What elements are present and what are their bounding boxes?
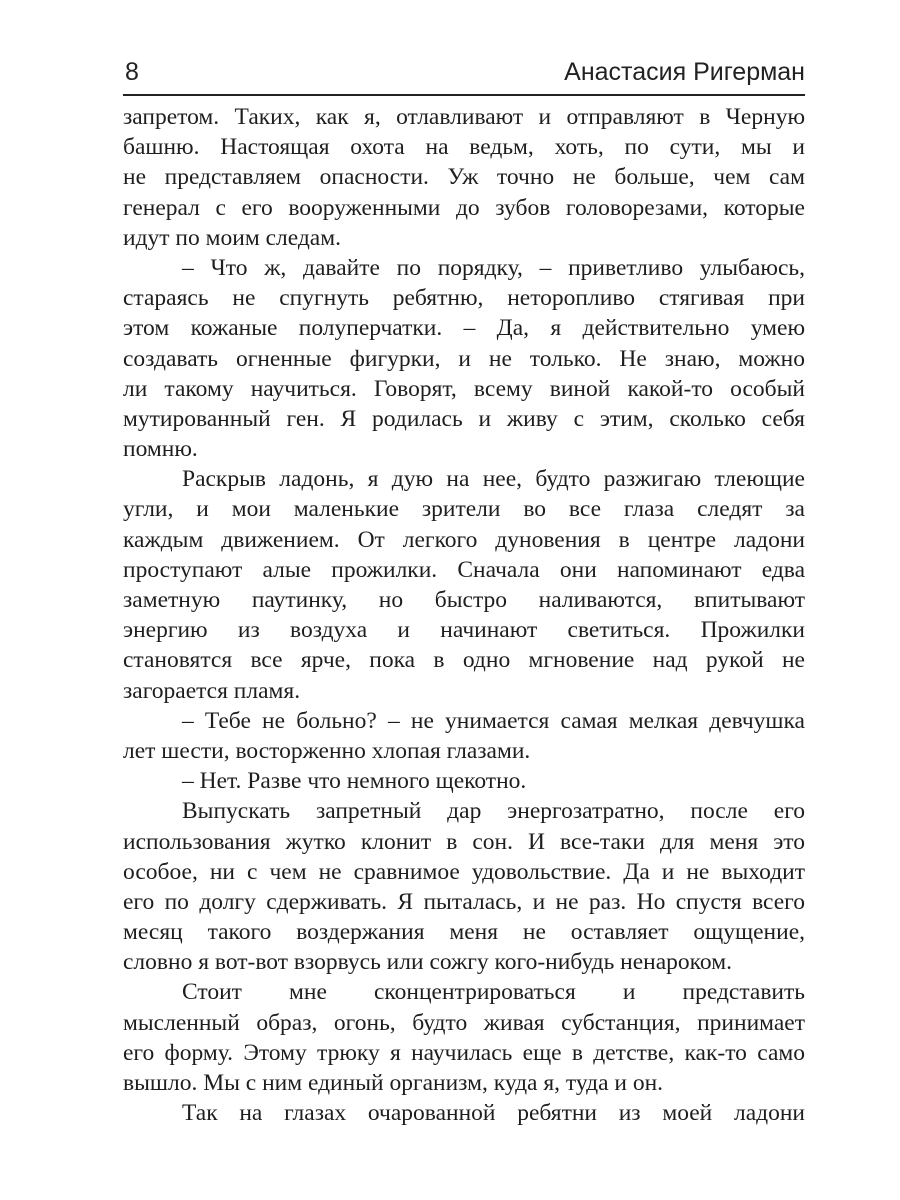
text-line: словно я вот-вот взорвусь или сожгу кого-нибудь ненароком. [123,949,732,976]
text-line: – Тебе не больно? – не унимается самая мелкая девчушка [182,707,805,734]
text-line: ли такому научиться. Говорят, всему виной какой-то особый [123,375,805,402]
text-line: мутированный ген. Я родилась и живу с этим, сколько себя [123,405,805,432]
text-line: Раскрыв ладонь, я дую на нее, будто разжигаю тлеющие [182,466,805,493]
text-line: его по долгу сдерживать. Я пыталась, и не раз. Но спустя всего [123,888,805,915]
text-line: – Что ж, давайте по порядку, – приветливо улыбаюсь, [182,254,805,281]
text-line: лет шести, восторженно хлопая глазами. [123,737,531,764]
body-text [123,102,805,1128]
text-line: энергию из воздуха и начинают светиться. Прожилки [123,617,805,644]
text-line: – Нет. Разве что немного щекотно. [182,768,527,795]
header-rule [123,94,805,96]
text-line: создавать огненные фигурки, и не только. Не знаю, можно [123,345,805,372]
text-line: помню. [123,436,198,463]
text-line: запретом. Таких, как я, отлавливают и отправляют в Черную [123,104,805,130]
text-line: Так на глазах очарованной ребятни из моей ладони [182,1100,805,1127]
text-line: этом кожаные полуперчатки. – Да, я действительно умею [123,315,805,342]
text-line: башню. Настоящая охота на ведьм, хоть, по сути, мы и [123,134,805,161]
text-line: вышло. Мы с ним единый организм, куда я, туда и он. [123,1070,664,1096]
text-line: особое, ни с чем не сравнимое удовольствие. Да и не выходит [123,858,805,885]
text-line: стараясь не спугнуть ребятню, неторопливо стягивая при [123,285,805,312]
text-line: каждым движением. От легкого дуновения в центре ладони [123,526,805,553]
text-line: Стоит мне сконцентрироваться и представить [182,979,805,1006]
running-header [123,52,805,92]
text-line: проступают алые прожилки. Сначала они напоминают едва [123,556,805,583]
text-line: не представляем опасности. Уж точно не больше, чем сам [123,164,805,191]
text-line: его форму. Этому трюку я научилась еще в детстве, как-то само [123,1039,805,1066]
text-line: идут по моим следам. [123,224,341,251]
text-line: загорается пламя. [123,677,301,704]
text-line: использования жутко клонит в сон. И все-таки для меня это [123,828,805,855]
text-line: становятся все ярче, пока в одно мгновение над рукой не [123,647,805,674]
text-line: угли, и мои маленькие зрители во все глаза следят за [123,496,805,523]
page-number: 8 [125,58,139,86]
author-name: Анастасия Ригерман [564,58,805,86]
text-line: заметную паутинку, но быстро наливаются, впитывают [123,587,805,613]
text-line: месяц такого воздержания меня не оставляет ощущение, [123,919,805,946]
text-line: Выпускать запретный дар энергозатратно, после его [182,798,805,825]
text-line: мысленный образ, огонь, будто живая субстанция, принимает [123,1009,805,1036]
text-line: генерал с его вооруженными до зубов головорезами, которые [123,194,805,221]
